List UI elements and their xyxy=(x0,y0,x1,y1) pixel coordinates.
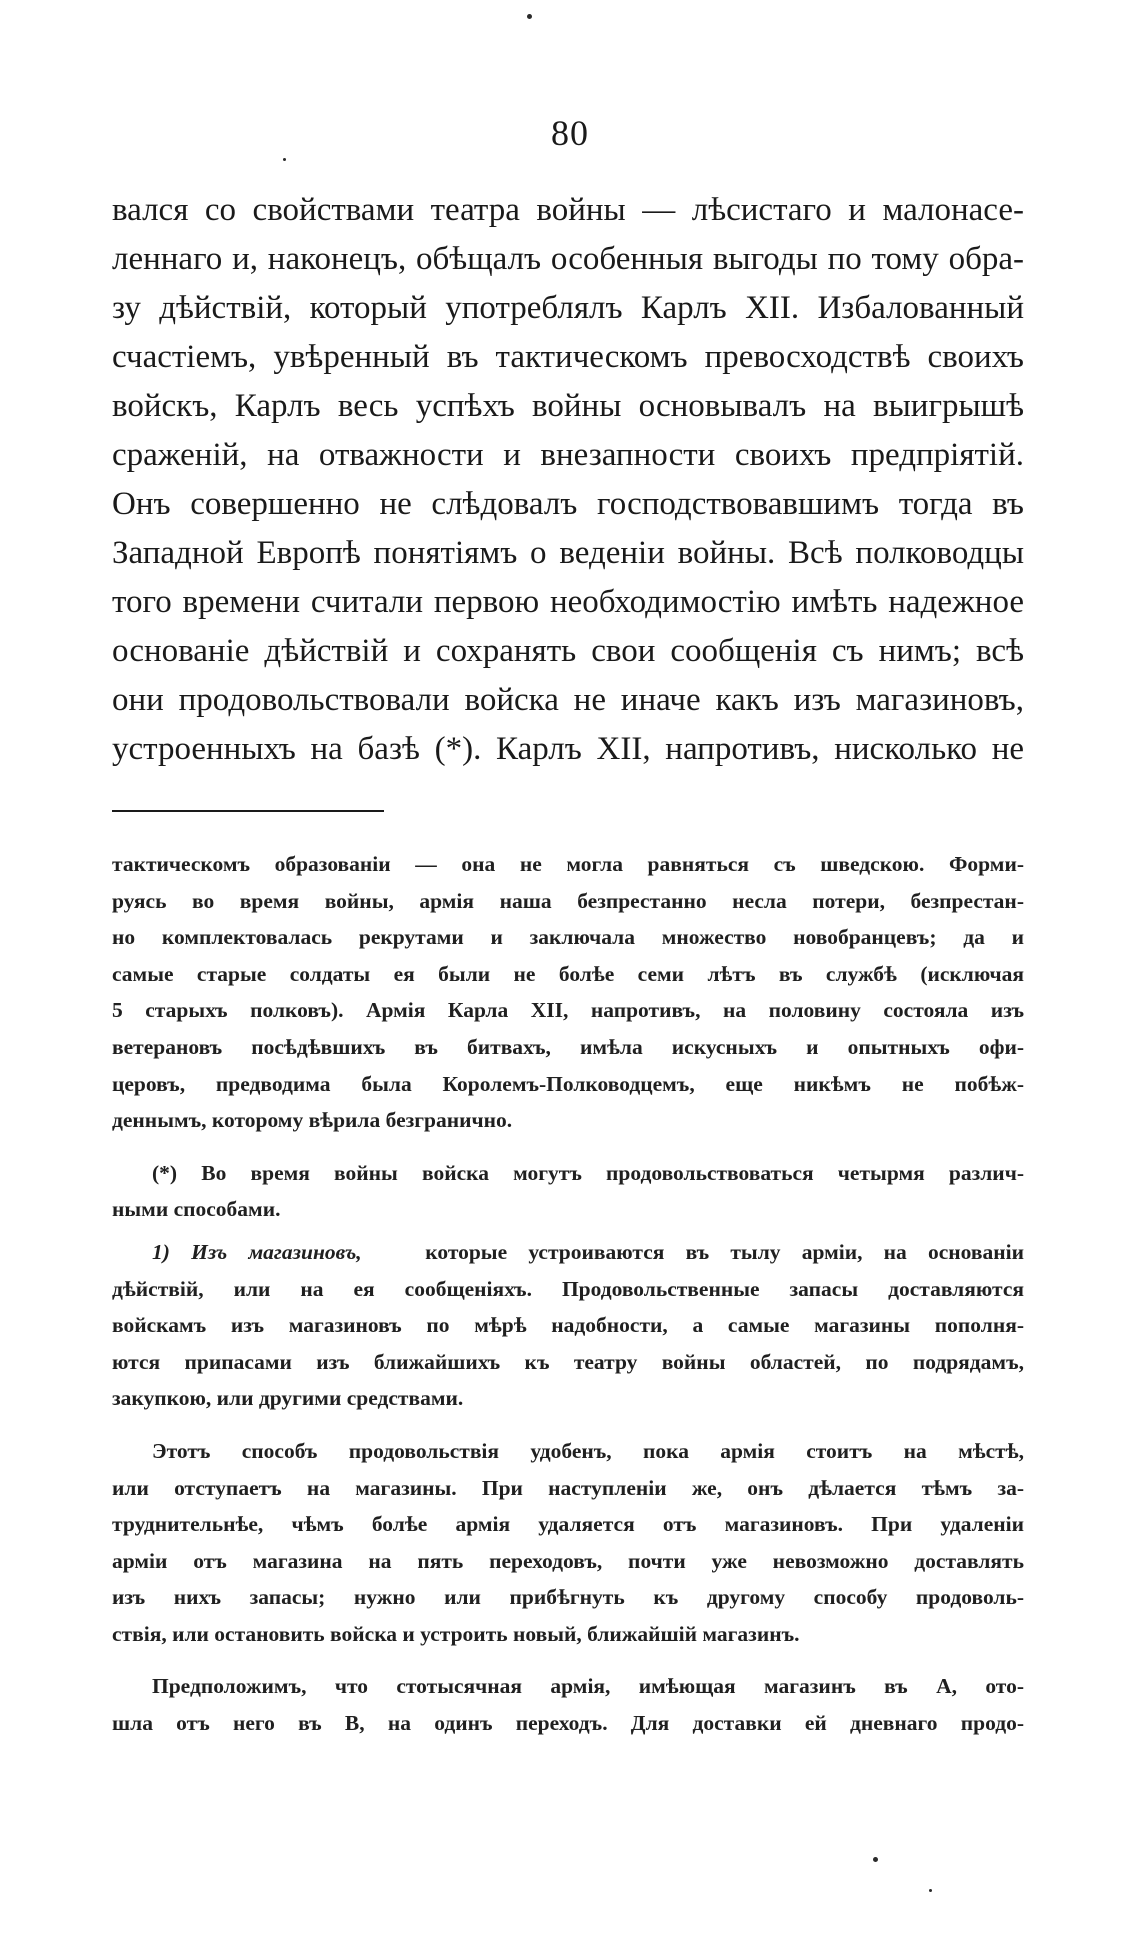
body-line: вался со свойствами театра войны — лѣсистаго и малонасе- xyxy=(112,192,1024,228)
body-line: зу дѣйствій, который употреблялъ Карлъ XII. Избалованный xyxy=(112,290,1024,326)
footnote-line: но комплектовалась рекрутами и заключала множество новобранцевъ; да и xyxy=(112,925,1024,950)
footnote-line: самые старые солдаты ея были не болѣе семи лѣтъ въ службѣ (исключая xyxy=(112,961,1024,986)
scan-speck xyxy=(527,14,532,19)
scan-speck xyxy=(283,158,286,161)
footnote-line: ствія, или остановить войска и устроить новый, ближайшій магазинъ. xyxy=(112,1621,800,1646)
footnotes-section xyxy=(112,846,1024,1742)
body-line: Онъ совершенно не слѣдовалъ господствовавшимъ тогда въ xyxy=(112,486,1024,522)
footnote-line xyxy=(112,1234,1024,1271)
footnote-separator-rule xyxy=(112,810,384,812)
footnote-line: дѣйствій, или на ея сообщеніяхъ. Продовольственные запасы доставляются xyxy=(112,1276,1024,1301)
footnote-item-text: которые устроиваются въ тылу арміи, на основаніи xyxy=(425,1239,1024,1264)
footnote-line: Предположимъ, что стотысячная армія, имѣющая магазинъ въ А, ото- xyxy=(152,1674,1024,1699)
body-line: Западной Европѣ понятіямъ о веденіи войны. Всѣ полководцы xyxy=(112,535,1024,571)
body-line: леннаго и, наконецъ, обѣщалъ особенныя выгоды по тому обра- xyxy=(112,241,1024,277)
footnote-line: шла отъ него въ В, на одинъ переходъ. Для доставки ей дневнаго продо- xyxy=(112,1711,1024,1736)
page-number: 80 xyxy=(551,113,589,153)
footnote-line: закупкою, или другими средствами. xyxy=(112,1386,464,1411)
body-line: того времени считали первою необходимостію имѣть надежное xyxy=(112,584,1024,620)
footnote-item-label: 1) Изъ магазиновъ, xyxy=(152,1239,362,1264)
footnote-star xyxy=(112,1155,1024,1228)
body-line: сраженій, на отважности и внезапности своихъ предпріятій. xyxy=(112,437,1024,473)
footnote-item-1 xyxy=(112,1234,1024,1417)
footnote-line: (*) Во время войны войска могутъ продовольствоваться четырмя различ- xyxy=(152,1160,1024,1185)
footnote-line: церовъ, предводима была Королемъ-Полководцемъ, еще никѣмъ не побѣж- xyxy=(112,1071,1024,1096)
scan-speck xyxy=(873,1857,878,1862)
footnote-line: или отступаетъ на магазины. При наступленіи же, онъ дѣлается тѣмъ за- xyxy=(112,1475,1024,1500)
footnote-line: изъ нихъ запасы; нужно или прибѣгнуть къ другому способу продоволь- xyxy=(112,1585,1024,1610)
footnote-line: ются припасами изъ ближайшихъ къ театру войны областей, по подрядамъ, xyxy=(112,1349,1024,1374)
footnote-line: войскамъ изъ магазиновъ по мѣрѣ надобности, а самые магазины пополня- xyxy=(112,1313,1024,1338)
body-line: счастіемъ, увѣренный въ тактическомъ превосходствѣ своихъ xyxy=(112,339,1024,375)
footnote-line: деннымъ, которому вѣрила безгранично. xyxy=(112,1108,513,1133)
footnote-line: тактическомъ образованіи — она не могла равняться съ шведскою. Форми- xyxy=(112,852,1024,876)
body-line: войскъ, Карлъ весь успѣхъ войны основывалъ на выигрышѣ xyxy=(112,388,1024,424)
footnote-line: руясь во время войны, армія наша безпрестанно несла потери, безпрестан- xyxy=(112,888,1024,913)
footnote-line: Этотъ способъ продовольствія удобенъ, пока армія стоитъ на мѣстѣ, xyxy=(152,1438,1024,1463)
main-body-text xyxy=(112,186,1024,774)
footnote-line: ными способами. xyxy=(112,1197,281,1222)
footnote-line: труднительнѣе, чѣмъ болѣе армія удаляется отъ магазиновъ. При удаленіи xyxy=(112,1512,1024,1537)
footnote-line: ветерановъ посѣдѣвшихъ въ битвахъ, имѣла искусныхъ и опытныхъ офи- xyxy=(112,1034,1024,1059)
scan-speck xyxy=(929,1889,932,1892)
footnote-line: арміи отъ магазина на пять переходовъ, почти уже невозможно доставлять xyxy=(112,1548,1024,1573)
footnote-paragraph-2 xyxy=(112,1433,1024,1653)
body-line: они продовольствовали войска не иначе какъ изъ магазиновъ, xyxy=(112,682,1024,718)
footnote-line: 5 старыхъ полковъ). Армія Карла XII, напротивъ, на половину состояла изъ xyxy=(112,998,1024,1023)
body-line: устроенныхъ на базѣ (*). Карлъ XII, напротивъ, нисколько не xyxy=(112,731,1024,767)
footnote-continuation xyxy=(112,846,1024,1139)
body-line: основаніе дѣйствій и сохранять свои сообщенія съ нимъ; всѣ xyxy=(112,633,1024,669)
footnote-paragraph-3 xyxy=(112,1668,1024,1741)
